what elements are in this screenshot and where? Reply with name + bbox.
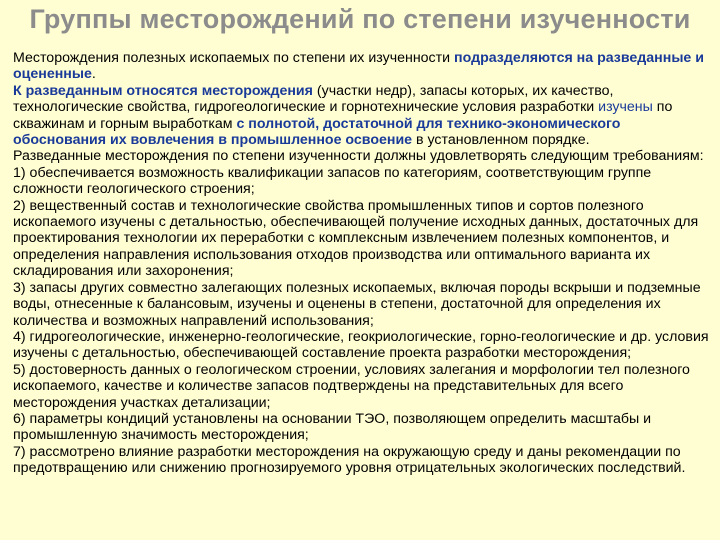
paragraph-7 (13, 329, 713, 362)
text-run: подразделяются на разведанные и оцененные (13, 50, 704, 83)
paragraph-3 (13, 148, 713, 164)
text-run: Разведанные месторождения по степени изученности должны удовлетворять следующим требованиям: (13, 148, 704, 165)
text-run: 4) гидрогеологические, инженерно-геологические, геокриологические, горно-геологические и др. условия изучены с детальностью, обеспечивающей составление проекта разработки месторождения; (13, 328, 709, 362)
paragraph-2 (13, 83, 713, 149)
paragraph-9 (13, 411, 713, 444)
slide-title: Группы месторождений по степени изученности (29, 4, 691, 34)
text-run: в установленном порядке. (412, 132, 590, 149)
paragraph-8 (13, 362, 713, 411)
text-run: 5) достоверность данных о геологическом строении, условиях залегания и морфологии тел полезного ископаемого, качестве и количестве запасов подтверждены на представительных для всего месторождения участках детализации; (13, 361, 690, 411)
paragraph-5 (13, 198, 713, 280)
text-run: по скважинам и горным выработкам (13, 99, 673, 132)
text-run: Месторождения полезных ископаемых по степени их изученности (13, 50, 455, 66)
text-run: К разведанным относятся месторождения (13, 82, 313, 99)
text-run: 7) рассмотрено влияние разработки месторождения на окружающую среду и даны рекомендации по предотвращению или снижению прогнозируемого уровня отрицательных экологических последствий. (13, 443, 686, 477)
text-run: 1) обеспечивается возможность квалификации запасов по категориям, соответствующим группе сложности геологического строения; (13, 164, 652, 198)
paragraph-10 (13, 444, 713, 477)
text-run: изучены (598, 99, 653, 116)
text-run: с полнотой, достаточной для технико-экономического обоснования их вовлечения в промышленное освоение (13, 115, 621, 149)
paragraph-1 (13, 50, 713, 83)
text-run: 3) запасы других совместно залегающих полезных ископаемых, включая породы вскрыши и подземные воды, отнесенные к балансовым, изучены и оценены в степени, достаточной для определения их количества и возможных направлений использования; (13, 279, 701, 329)
slide-body (13, 50, 713, 477)
text-run: . (91, 66, 96, 83)
text-run: 2) вещественный состав и технологические свойства промышленных типов и сортов полезного ископаемого изучены с детальностью, обеспечивающей получение исходных данных, достаточных для проектирования технологии их переработки с комплексным извлечением полезных компонентов, и определения направления использования отходов производства или оптимального варианта их складирования или захоронения; (13, 197, 699, 280)
paragraph-4 (13, 165, 713, 198)
text-run: 6) параметры кондиций установлены на основании ТЭО, позволяющем определить масштабы и промышленную значимость месторождения; (13, 410, 652, 444)
text-run: (участки недр), запасы которых, их качество, технологические свойства, гидрогеологические и горнотехнические условия разработки (13, 82, 614, 116)
paragraph-6 (13, 280, 713, 329)
